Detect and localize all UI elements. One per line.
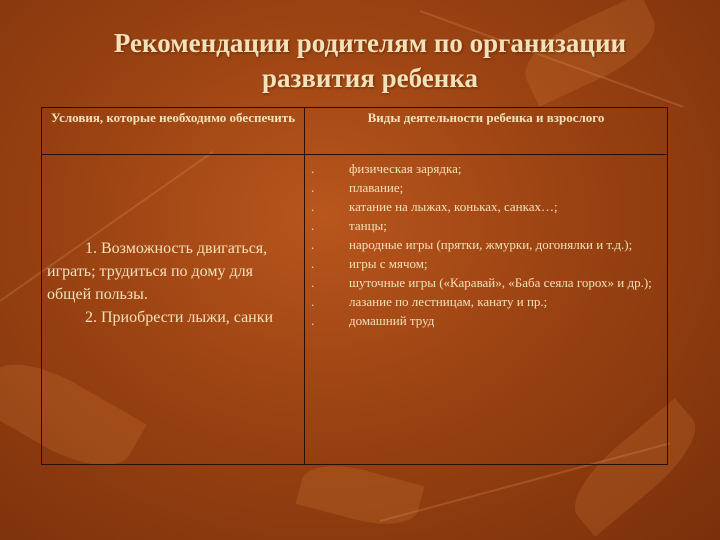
list-item: . лазание по лестницам, канату и пр.; (311, 294, 548, 309)
list-item: . катание на лыжах, коньках, санках…; (311, 199, 558, 214)
condition-item: 2. Приобрести лыжи, санки (85, 308, 274, 326)
bullet-icon: . (311, 237, 315, 252)
condition-item: 1. Возможность двигаться, играть; трудиться по дому для общей пользы. (47, 239, 268, 303)
list-item: . домашний труд (311, 313, 435, 328)
list-item: . танцы; (311, 218, 387, 233)
bullet-icon: . (311, 161, 315, 176)
title-line-1: Рекомендации родителям по организации (113, 28, 627, 58)
bullet-icon: . (311, 275, 315, 290)
bullet-icon: . (311, 256, 315, 271)
bullet-icon: . (311, 294, 315, 309)
background-leaf (296, 455, 425, 534)
list-item: . плавание; (311, 180, 404, 195)
list-item: . игры с мячом; (311, 256, 428, 271)
conditions-cell (42, 155, 305, 465)
bullet-icon: . (311, 180, 315, 195)
title-line-2: развития ребенка (261, 63, 478, 93)
table-row (42, 155, 668, 465)
page-title (60, 26, 680, 96)
activities-cell (305, 155, 668, 465)
bullet-icon: . (311, 313, 315, 328)
header-activities: Виды деятельности ребенка и взрослого (305, 108, 668, 155)
list-item: . народные игры (прятки, жмурки, догонялки и т.д.); (311, 237, 633, 252)
bullet-icon: . (311, 218, 315, 233)
list-item: . шуточные игры («Каравай», «Баба сеяла горох» и др.); (311, 275, 652, 290)
recommendations-table (41, 107, 668, 465)
activities-list (305, 155, 667, 330)
list-item: . физическая зарядка; (311, 161, 462, 176)
header-conditions: Условия, которые необходимо обеспечить (42, 108, 305, 155)
table-header-row (42, 108, 668, 155)
bullet-icon: . (311, 199, 315, 214)
